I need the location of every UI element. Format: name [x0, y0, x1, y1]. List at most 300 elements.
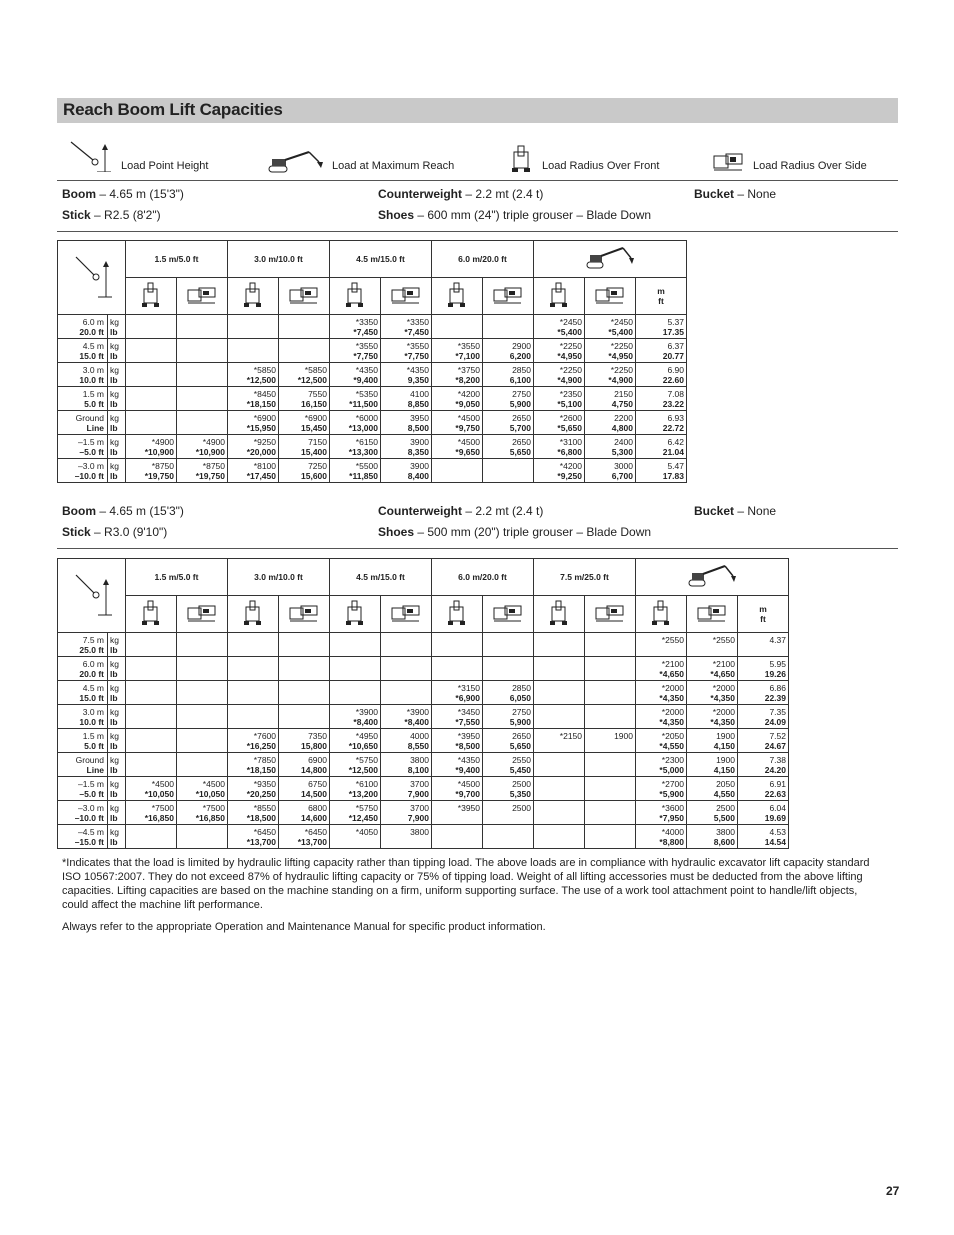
- cell-line: *7,550: [455, 717, 480, 727]
- cell-line: –4.5 m: [78, 827, 104, 837]
- cell-line: 1900: [716, 755, 735, 765]
- cell-line: 6.42: [667, 437, 684, 447]
- unit-cell: [108, 753, 126, 777]
- cell-line: 6.0 m: [82, 317, 104, 327]
- capacity-cell: [585, 363, 636, 387]
- cell-line: –1.5 m: [78, 779, 104, 789]
- cell-line: 6.37: [667, 341, 684, 351]
- capacity-cell: [330, 753, 381, 777]
- radius-header: 1.5 m/5.0 ft: [126, 559, 228, 596]
- table-row: [58, 681, 789, 705]
- capacity-cell: [687, 705, 738, 729]
- table-row: [58, 825, 789, 849]
- radius-header: 3.0 m/10.0 ft: [228, 241, 330, 278]
- cell-line: 3900: [410, 437, 429, 447]
- side-icon-cell: [483, 278, 534, 315]
- cell-line: *9,050: [455, 399, 480, 409]
- cell-line: *4,650: [710, 669, 735, 679]
- capacity-cell: [687, 729, 738, 753]
- table-row: [58, 363, 687, 387]
- cell-line: 16,150: [301, 399, 327, 409]
- capacity-cell: [381, 633, 432, 657]
- cell-line: 8,100: [407, 765, 429, 775]
- cell-line: *19,750: [195, 471, 225, 481]
- capacity-cell: [738, 825, 789, 849]
- cell-line: *8,400: [353, 717, 378, 727]
- cell-line: *4,900: [608, 375, 633, 385]
- capacity-cell: [381, 801, 432, 825]
- cell-line: kg: [110, 827, 119, 837]
- cell-line: 15,800: [301, 741, 327, 751]
- capacity-cell: [483, 387, 534, 411]
- cell-line: *12,500: [246, 375, 276, 385]
- cell-line: 19.69: [764, 813, 786, 823]
- capacity-cell: [228, 339, 279, 363]
- table-row: [58, 387, 687, 411]
- cell-line: 20.77: [662, 351, 684, 361]
- reach-units-header: [636, 278, 687, 315]
- cell-line: *5,100: [557, 399, 582, 409]
- footnote: *Indicates that the load is limited by hydraulic lifting capacity rather than tipping load. The above loads are in compliance with hydraulic excavator lift capacity standard ISO 10567:2007. They do not exceed 87% of hydraulic lifting capacity or 75% of tipping load. Weight of all lifting accessories must be deducted from the above lifting capacities. Lifting capacities are based on the machine standing on a firm, uniform supporting surface. The use of a work tool attachment point to handle/lift objects, could affect the machine lift performance.: [62, 857, 870, 911]
- table-row: [58, 315, 687, 339]
- capacity-cell: [126, 681, 177, 705]
- capacity-cell: [126, 435, 177, 459]
- cell-line: kg: [110, 707, 119, 717]
- capacity-cell: [738, 681, 789, 705]
- cell-line: *6900: [304, 413, 327, 423]
- capacity-cell: [687, 633, 738, 657]
- cell-line: –5.0 ft: [79, 789, 104, 799]
- spec-boom: Boom – 4.65 m (15'3"): [62, 504, 184, 518]
- capacity-cell: [177, 777, 228, 801]
- capacity-cell: [228, 753, 279, 777]
- unit-cell: [108, 411, 126, 435]
- capacity-cell: [432, 705, 483, 729]
- front-icon-cell: [534, 596, 585, 633]
- radius-header: 4.5 m/15.0 ft: [330, 559, 432, 596]
- cell-line: lb: [110, 447, 118, 457]
- cell-line: –3.0 m: [78, 461, 104, 471]
- capacity-cell: [636, 435, 687, 459]
- cell-line: *8,800: [659, 837, 684, 847]
- capacity-cell: [126, 315, 177, 339]
- cell-line: *2000: [712, 707, 735, 717]
- capacity-cell: [585, 657, 636, 681]
- capacity-cell: [381, 315, 432, 339]
- capacity-cell: [585, 753, 636, 777]
- capacity-cell: [126, 777, 177, 801]
- cell-line: 8,600: [713, 837, 735, 847]
- cell-line: 5.47: [667, 461, 684, 471]
- cell-line: 4,800: [611, 423, 633, 433]
- cell-line: 7.35: [769, 707, 786, 717]
- max-reach-header: [534, 241, 687, 278]
- capacity-cell: [279, 315, 330, 339]
- radius-over-front-icon: [446, 599, 468, 627]
- capacity-cell: [228, 315, 279, 339]
- capacity-cell: [432, 339, 483, 363]
- capacity-cell: [585, 777, 636, 801]
- cell-line: 8,850: [407, 399, 429, 409]
- cell-line: lb: [110, 741, 118, 751]
- cell-line: *7,450: [404, 327, 429, 337]
- capacity-cell: [636, 633, 687, 657]
- capacity-cell: [534, 411, 585, 435]
- side-icon-cell: [279, 278, 330, 315]
- icon-row: [58, 596, 789, 633]
- load-height-cell: [58, 801, 108, 825]
- cell-line: 7,900: [407, 813, 429, 823]
- capacity-cell: [483, 435, 534, 459]
- cell-line: *2250: [559, 341, 582, 351]
- legend-label: Load Radius Over Side: [753, 160, 867, 172]
- capacity-cell: [636, 825, 687, 849]
- cell-line: 2550: [512, 755, 531, 765]
- cell-line: *4950: [355, 731, 378, 741]
- cell-line: *7600: [253, 731, 276, 741]
- cell-line: ft: [760, 614, 766, 624]
- cell-line: 6,700: [611, 471, 633, 481]
- cell-line: *17,450: [246, 471, 276, 481]
- capacity-cell: [585, 681, 636, 705]
- capacity-cell: [381, 705, 432, 729]
- capacity-cell: [585, 825, 636, 849]
- load-height-cell: [58, 753, 108, 777]
- capacity-cell: [381, 411, 432, 435]
- cell-line: *4050: [355, 827, 378, 837]
- cell-line: *3550: [457, 341, 480, 351]
- cell-line: *4350: [406, 365, 429, 375]
- cell-line: *2600: [559, 413, 582, 423]
- cell-line: *9250: [253, 437, 276, 447]
- load-point-height-icon: [70, 253, 114, 301]
- capacity-cell: [687, 681, 738, 705]
- capacity-cell: [126, 753, 177, 777]
- cell-line: *4,350: [710, 717, 735, 727]
- front-icon-cell: [432, 278, 483, 315]
- load-height-cell: [58, 411, 108, 435]
- capacity-cell: [636, 387, 687, 411]
- capacity-cell: [381, 435, 432, 459]
- capacity-cell: [279, 681, 330, 705]
- capacity-cell: [126, 705, 177, 729]
- capacity-cell: [177, 387, 228, 411]
- cell-line: *2450: [559, 317, 582, 327]
- capacity-cell: [177, 801, 228, 825]
- icon-row: [58, 278, 687, 315]
- cell-line: lb: [110, 645, 118, 655]
- cell-line: m: [657, 286, 665, 296]
- cell-line: *16,250: [246, 741, 276, 751]
- capacity-cell: [534, 825, 585, 849]
- cell-line: *18,150: [246, 765, 276, 775]
- capacity-cell: [177, 705, 228, 729]
- cell-line: 2850: [512, 683, 531, 693]
- cell-line: 2200: [614, 413, 633, 423]
- cell-line: kg: [110, 437, 119, 447]
- cell-line: 2050: [716, 779, 735, 789]
- capacity-cell: [432, 363, 483, 387]
- capacity-cell: [330, 657, 381, 681]
- capacity-cell: [636, 657, 687, 681]
- legend-label: Load Radius Over Front: [542, 160, 660, 172]
- capacity-cell: [228, 363, 279, 387]
- cell-line: lb: [110, 813, 118, 823]
- side-icon-cell: [177, 596, 228, 633]
- capacity-cell: [585, 705, 636, 729]
- cell-line: 14,600: [301, 813, 327, 823]
- capacity-cell: [279, 633, 330, 657]
- cell-line: kg: [110, 413, 119, 423]
- spec-shoes: Shoes – 600 mm (24") triple grouser – Blade Down: [378, 208, 652, 222]
- capacity-cell: [534, 459, 585, 483]
- cell-line: *2100: [661, 659, 684, 669]
- load-height-cell: [58, 777, 108, 801]
- capacity-cell: [381, 825, 432, 849]
- cell-line: 5.37: [667, 317, 684, 327]
- cell-line: *2100: [712, 659, 735, 669]
- cell-line: *19,750: [144, 471, 174, 481]
- capacity-cell: [636, 363, 687, 387]
- capacity-cell: [279, 825, 330, 849]
- cell-line: *5,400: [557, 327, 582, 337]
- cell-line: *18,150: [246, 399, 276, 409]
- cell-line: –3.0 m: [78, 803, 104, 813]
- side-icon-cell: [381, 278, 432, 315]
- capacity-cell: [483, 633, 534, 657]
- radius-over-front-icon: [140, 281, 162, 309]
- cell-line: 2400: [614, 437, 633, 447]
- cell-line: kg: [110, 659, 119, 669]
- load-point-height-icon: [70, 571, 114, 619]
- capacity-cell: [228, 459, 279, 483]
- capacity-cell: [432, 657, 483, 681]
- cell-line: *3950: [457, 803, 480, 813]
- capacity-cell: [381, 729, 432, 753]
- capacity-cell: [534, 801, 585, 825]
- lift-capacity-table-2: [57, 558, 789, 849]
- capacity-cell: [585, 315, 636, 339]
- capacity-cell: [228, 825, 279, 849]
- unit-cell: [108, 657, 126, 681]
- cell-line: lb: [110, 669, 118, 679]
- capacity-cell: [687, 777, 738, 801]
- capacity-cell: [126, 801, 177, 825]
- capacity-cell: [126, 363, 177, 387]
- cell-line: 14,500: [301, 789, 327, 799]
- cell-line: 4.53: [769, 827, 786, 837]
- cell-line: *9,400: [455, 765, 480, 775]
- capacity-cell: [534, 705, 585, 729]
- cell-line: 5.0 ft: [84, 741, 104, 751]
- cell-line: *16,850: [144, 813, 174, 823]
- capacity-cell: [228, 729, 279, 753]
- cell-line: 3700: [410, 803, 429, 813]
- cell-line: lb: [110, 375, 118, 385]
- front-icon-cell: [330, 278, 381, 315]
- load-height-cell: [58, 387, 108, 411]
- cell-line: *3550: [406, 341, 429, 351]
- cell-line: *20,000: [246, 447, 276, 457]
- table-row: [58, 339, 687, 363]
- capacity-cell: [381, 459, 432, 483]
- cell-line: *8750: [202, 461, 225, 471]
- cell-line: lb: [110, 717, 118, 727]
- cell-line: 6,200: [509, 351, 531, 361]
- capacity-cell: [330, 363, 381, 387]
- load-height-cell: [58, 435, 108, 459]
- cell-line: 1.5 m: [82, 731, 104, 741]
- capacity-cell: [483, 825, 534, 849]
- cell-line: *11,850: [349, 471, 378, 481]
- cell-line: m: [759, 604, 767, 614]
- cell-line: *9,650: [455, 447, 480, 457]
- capacity-cell: [534, 387, 585, 411]
- cell-line: 17.83: [662, 471, 684, 481]
- capacity-cell: [534, 363, 585, 387]
- cell-line: *2300: [661, 755, 684, 765]
- capacity-cell: [330, 339, 381, 363]
- cell-line: 6,100: [509, 375, 531, 385]
- capacity-cell: [483, 363, 534, 387]
- spec-block-1: [57, 181, 898, 232]
- front-icon-cell: [228, 278, 279, 315]
- cell-line: 6900: [308, 755, 327, 765]
- capacity-cell: [483, 777, 534, 801]
- capacity-cell: [636, 753, 687, 777]
- title-bar: [57, 98, 898, 123]
- table-row: [58, 777, 789, 801]
- cell-line: lb: [110, 789, 118, 799]
- capacity-cell: [228, 387, 279, 411]
- cell-line: –1.5 m: [78, 437, 104, 447]
- capacity-cell: [330, 681, 381, 705]
- cell-line: Line: [86, 765, 104, 775]
- cell-line: *6,800: [557, 447, 582, 457]
- cell-line: *6100: [355, 779, 378, 789]
- cell-line: 4.5 m: [82, 341, 104, 351]
- load-height-cell: [58, 315, 108, 339]
- capacity-cell: [126, 459, 177, 483]
- max-reach-header: [636, 559, 789, 596]
- legend-label: Load at Maximum Reach: [332, 160, 455, 172]
- cell-line: *4500: [151, 779, 174, 789]
- cell-line: 7.52: [769, 731, 786, 741]
- cell-line: *13,300: [348, 447, 378, 457]
- cell-line: *6000: [355, 413, 378, 423]
- capacity-cell: [126, 339, 177, 363]
- capacity-cell: [126, 825, 177, 849]
- capacity-cell: [585, 459, 636, 483]
- cell-line: 3.0 m: [82, 707, 104, 717]
- radius-over-side-icon: [594, 603, 626, 623]
- cell-line: 7.08: [667, 389, 684, 399]
- radius-over-side-icon: [696, 603, 728, 623]
- capacity-cell: [330, 387, 381, 411]
- capacity-cell: [330, 777, 381, 801]
- capacity-cell: [636, 411, 687, 435]
- capacity-cell: [636, 459, 687, 483]
- radius-over-side-icon: [288, 603, 320, 623]
- cell-line: *4200: [559, 461, 582, 471]
- cell-line: *3100: [559, 437, 582, 447]
- capacity-cell: [126, 657, 177, 681]
- cell-line: *4350: [457, 755, 480, 765]
- cell-line: 8,550: [407, 741, 429, 751]
- cell-line: 3000: [614, 461, 633, 471]
- legend-item-radius-front: [507, 140, 707, 180]
- capacity-cell: [228, 435, 279, 459]
- capacity-cell: [279, 801, 330, 825]
- capacity-cell: [177, 435, 228, 459]
- capacity-cell: [636, 729, 687, 753]
- capacity-cell: [687, 753, 738, 777]
- cell-line: 5.95: [769, 659, 786, 669]
- excavator-max-reach-icon: [585, 246, 635, 270]
- cell-line: *13,700: [246, 837, 276, 847]
- cell-line: *6450: [304, 827, 327, 837]
- cell-line: 2500: [716, 803, 735, 813]
- spec-bucket: Bucket – None: [694, 504, 777, 518]
- cell-line: 5,300: [611, 447, 633, 457]
- cell-line: –10.0 ft: [74, 471, 104, 481]
- cell-line: *4500: [457, 779, 480, 789]
- cell-line: 6.86: [769, 683, 786, 693]
- radius-over-side-icon: [186, 285, 218, 305]
- load-height-cell: [58, 657, 108, 681]
- capacity-cell: [228, 801, 279, 825]
- header-row: [58, 559, 789, 596]
- cell-line: 15,450: [301, 423, 327, 433]
- capacity-cell: [738, 705, 789, 729]
- capacity-cell: [534, 435, 585, 459]
- cell-line: 15.0 ft: [79, 351, 104, 361]
- cell-line: 17.35: [662, 327, 684, 337]
- cell-line: *10,050: [195, 789, 225, 799]
- cell-line: *3950: [457, 731, 480, 741]
- capacity-cell: [177, 633, 228, 657]
- cell-line: 2150: [614, 389, 633, 399]
- front-icon-cell: [432, 596, 483, 633]
- capacity-cell: [126, 633, 177, 657]
- capacity-cell: [483, 681, 534, 705]
- capacity-cell: [636, 339, 687, 363]
- radius-header: 4.5 m/15.0 ft: [330, 241, 432, 278]
- capacity-cell: [279, 729, 330, 753]
- cell-line: 7,900: [407, 789, 429, 799]
- radius-over-front-icon: [548, 599, 570, 627]
- capacity-cell: [738, 801, 789, 825]
- table-row: [58, 705, 789, 729]
- cell-line: *4000: [661, 827, 684, 837]
- cell-line: 8,350: [407, 447, 429, 457]
- cell-line: *2250: [559, 365, 582, 375]
- radius-header: 6.0 m/20.0 ft: [432, 241, 534, 278]
- cell-line: 2500: [512, 779, 531, 789]
- capacity-cell: [432, 681, 483, 705]
- cell-line: *4900: [202, 437, 225, 447]
- capacity-cell: [330, 459, 381, 483]
- cell-line: 22.39: [764, 693, 786, 703]
- cell-line: *3450: [457, 707, 480, 717]
- capacity-cell: [228, 777, 279, 801]
- capacity-cell: [279, 411, 330, 435]
- cell-line: kg: [110, 755, 119, 765]
- reach-units-header: [738, 596, 789, 633]
- cell-line: 10.0 ft: [79, 375, 104, 385]
- cell-line: *8450: [253, 389, 276, 399]
- cell-line: 3800: [716, 827, 735, 837]
